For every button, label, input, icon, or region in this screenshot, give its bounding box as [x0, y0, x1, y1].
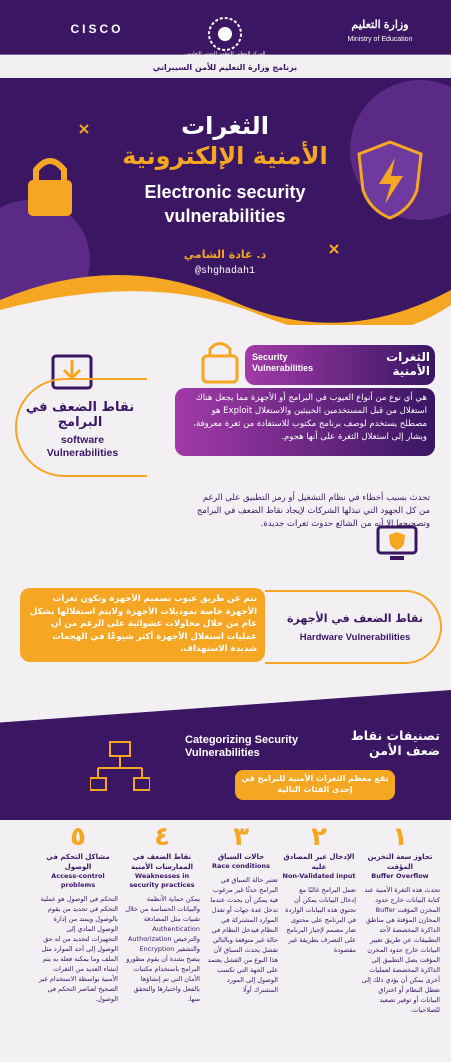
hardware-frame [265, 590, 442, 664]
security-lock-icon [195, 336, 245, 386]
center-logo-icon [205, 14, 245, 54]
hardware-title-ar: نقاط الضعف في الأجهزة [287, 612, 423, 625]
shield-lightning-icon [355, 140, 425, 220]
category-number: ٤ [154, 822, 170, 852]
category-card-access-control [38, 822, 118, 1054]
category-title-en: Race conditions [211, 862, 271, 870]
category-title-ar: الإدخال غير المصادق عليه [283, 853, 355, 871]
category-body: التحكم في الوصول هو عملية التحكم في تحديد من يقوم بالوصول ويمتد من إدارة الوصول المادي إلى التجهيزات لتحديد من له حق الوصول إلى أحد الموارد مثل الملف وما يمكنه فعله به يتم إنشاء العديد من الثغرات الأمنية بواسطة الاستخدام غير الصحيح لعناصر التحكم في الوصول. [38, 895, 118, 1003]
hero-title-en-2: vulnerabilities [164, 206, 286, 226]
software-body: تحدث بسبب أخطاء في نظام التشغيل أو رمز التطبيق على الرغم من كل الجهود التي تبذلها الشركات لإيجاد نقاط الضعف في البرامج وتصحيحها إلا أنه من الشائع حدوث ثغرات جديدة. [196, 493, 430, 529]
moe-en: Ministry of Education [347, 36, 413, 43]
moe-ar: وزارة التعليم [351, 19, 409, 31]
category-title-ar: مشاكل التحكم في الوصول [46, 853, 110, 871]
hardware-body: تتم عن طريق عيوب تصميم الأجهزة وتكون ثغرات الأجهزة خاصة بموديلات الأجهزة ولايتم استغلالها بشكل عام من خلال محاولات عشوائية على الرغم من أن عمليات استغلال الأجهزة أكثر شيوعًا في الهجمات شديدة الاستهداف. [20, 588, 265, 662]
category-number: ١ [392, 822, 408, 852]
category-body: تعتبر حالة السباق في البرامج حدثًا غير مرغوب فيه يمكن أن يحدث عندما تدخل عدة جهات أو تعدل الموارد المشتركة في النظام فيدخل النظام في حالة غير متوقعة وبالتالي تفشل يحدث السباق لأن هذا النوع من الفشل يعتمد على الجهة التي تكسب الوصول إلى المورد المشترك أولًا [207, 876, 278, 994]
category-body: يمكن حماية الأنظمة والبيانات الحساسة من خلال تقنيات مثل المصادقة Authentication والترخيص Authorization والتشفير Encryption ينصح بشدة أن يقوم مطورو البرامج باستخدام مكتبات الأمان التي تم إنشاؤها بالفعل واختبارها والتحقق منها. [125, 895, 200, 1003]
category-number: ٢ [311, 822, 327, 852]
program-title: برنامج وزارة التعليم للأمن السيبراني [152, 63, 298, 72]
category-number: ٣ [233, 822, 249, 852]
software-title-ar: نقاط الضعف في البرامج [25, 400, 135, 430]
hero-title-ar-1: الثغرات [181, 112, 269, 140]
category-body: تعمل البرامج غالبًا مع إدخال البيانات يمكن أن تحتوي هذه البيانات الواردة في البرنامج على محتوى ضار مصمم لإجبار البرنامج على التصرف بطريقة غير مقصودة [285, 886, 356, 954]
category-title-ar: حالات السباق [217, 853, 265, 861]
category-title-en: Access-control problems [51, 872, 105, 889]
security-body: هي أي نوع من أنواع العيوب في البرامج أو الأجهزة مما يجعل هناك استغلال من قبل المستخدمين الخبيثين والاستغلال Exploit هو مصطلح يستخدم لوصف برنامج مكتوب للاستفادة من ثغرة معروفة، ويشار إلى استغلال الثغرة على أنها هجوم. [175, 388, 435, 456]
lock-icon [20, 150, 80, 220]
center-name: المركز الوطني للتطوير المهني التعليمي [184, 51, 266, 57]
hardware-title-en: Hardware Vulnerabilities [299, 632, 411, 643]
software-frame [15, 378, 147, 477]
category-number: ٥ [70, 822, 86, 852]
categorizing-title-en: Categorizing Security Vulnerabilities [185, 734, 299, 759]
cisco-logo: CISCO [70, 22, 124, 36]
category-card-non-validated-input [282, 822, 356, 1054]
security-title-en: Security Vulnerabilities [252, 352, 314, 373]
author-handle: @shghadah1 [194, 266, 255, 277]
software-title-en: software Vulnerabilities [46, 434, 119, 459]
category-title-en: Buffer Overflow [371, 872, 429, 880]
category-card-race-conditions [204, 822, 278, 1054]
category-title-ar: نقاط الضعف في الممارسات الأمنية [131, 853, 193, 871]
categories-row [0, 822, 451, 1062]
category-card-security-practices [124, 822, 200, 1054]
hero-title-ar-2: الأمنية الإلكترونية [122, 142, 328, 170]
category-title-ar: تجاوز سعة التخزين المؤقت [367, 853, 433, 871]
hero-title-en-1: Electronic security [144, 182, 306, 202]
categorizing-title-ar: تصنيفات نقاط ضعف الأمن [350, 728, 440, 758]
author-name: د. غادة الشامي [183, 248, 267, 261]
category-title-en: Non-Validated input [282, 872, 356, 880]
monitor-shield-icon [375, 522, 420, 567]
security-title-ar: الثغرات الأمنية [386, 350, 430, 378]
category-card-buffer-overflow [360, 822, 440, 1054]
categorizing-note: تقع معظم الثغرات الأمنية للبرامج في إحدى الفئات التالية [235, 770, 395, 800]
network-icon [90, 738, 150, 798]
category-body: تحدث هذه الثغرة الأمنية عند كتابة البيانات خارج حدود المخزن المؤقت Buffer المخازن المؤقتة هي مناطق الذاكرة المخصصة لأحد التطبيقات عن طريق تغيير البيانات خارج حدود المخزن المؤقت يصل التطبيق إلى الذاكرة المخصصة لعمليات أخرى يمكن أن يؤدي ذلك إلى تعطل النظام أو اختراق البيانات أو توفير تصعيد للصلاحيات. [361, 886, 440, 1014]
category-title-en: Weaknesses in security practices [129, 872, 195, 889]
